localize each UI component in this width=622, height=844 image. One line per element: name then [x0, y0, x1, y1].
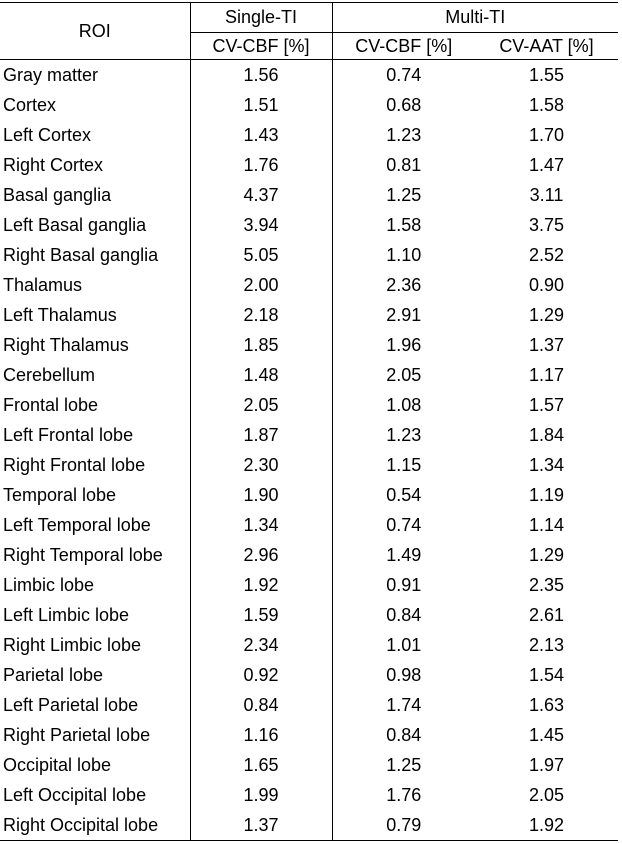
multi-cv-aat-cell: 1.37: [528, 334, 565, 355]
table-row: [0, 90, 618, 120]
single-cv-cbf-cell: 1.16: [190, 720, 332, 750]
table-row: [0, 810, 618, 841]
roi-cell: Right Limbic lobe: [0, 630, 190, 660]
single-cv-cbf-cell: 1.56: [190, 60, 332, 91]
multi-cv-aat-cell: 2.05: [528, 784, 565, 805]
single-cv-cbf-cell: 2.30: [190, 450, 332, 480]
multi-cv-cbf-cell: 0.98: [386, 664, 422, 685]
roi-cell: Right Cortex: [0, 150, 190, 180]
multi-cv-cbf-cell: 2.91: [386, 304, 422, 325]
table-row: [0, 480, 618, 510]
multi-cv-cbf-cell: 1.25: [386, 754, 422, 775]
multi-cv-aat-cell: 1.92: [475, 810, 618, 841]
multi-cv-aat-cell: 1.45: [528, 724, 565, 745]
multi-cv-cbf-cell: 0.84: [386, 724, 422, 745]
roi-cell: Right Basal ganglia: [0, 240, 190, 270]
multi-cv-cbf-cell: 0.74: [386, 514, 422, 535]
table-row: [0, 330, 618, 360]
roi-column-header: ROI: [0, 3, 190, 60]
table-row: [0, 720, 618, 750]
multi-cv-aat-cell: 1.47: [528, 154, 565, 175]
multi-cv-aat-cell: 1.57: [528, 394, 565, 415]
single-cv-cbf-cell: 2.96: [190, 540, 332, 570]
multi-cv-cbf-cell: 1.25: [386, 184, 422, 205]
table-row: [0, 600, 618, 630]
multi-cv-aat-cell: 1.58: [528, 94, 565, 115]
table-row: [0, 240, 618, 270]
single-cv-cbf-cell: 1.34: [190, 510, 332, 540]
roi-cell: Gray matter: [0, 60, 190, 91]
multi-cv-aat-cell: 2.13: [528, 634, 565, 655]
roi-cell: Left Parietal lobe: [0, 690, 190, 720]
multi-cv-aat-cell: 1.29: [528, 544, 565, 565]
multi-cv-cbf-cell: 1.74: [386, 694, 422, 715]
single-cv-cbf-cell: 2.00: [190, 270, 332, 300]
roi-cell: Left Cortex: [0, 120, 190, 150]
roi-cell: Right Thalamus: [0, 330, 190, 360]
single-cv-cbf-cell: 2.05: [190, 390, 332, 420]
roi-cell: Cortex: [0, 90, 190, 120]
roi-cell: Left Occipital lobe: [0, 780, 190, 810]
roi-cell: Right Temporal lobe: [0, 540, 190, 570]
single-cv-cbf-cell: 1.43: [190, 120, 332, 150]
single-cv-cbf-cell: 1.37: [190, 810, 332, 841]
multi-cv-aat-cell: 3.75: [528, 214, 565, 235]
multi-cv-cbf-cell: 1.49: [386, 544, 422, 565]
table-row: [0, 270, 618, 300]
table-header: [0, 3, 618, 60]
single-cv-cbf-cell: 1.87: [190, 420, 332, 450]
roi-cell: Frontal lobe: [0, 390, 190, 420]
multi-cv-aat-header: CV-AAT [%]: [475, 33, 618, 60]
table-row: [0, 780, 618, 810]
multi-cv-aat-cell: 1.55: [528, 64, 565, 85]
table-row: [0, 540, 618, 570]
single-cv-cbf-cell: 1.51: [190, 90, 332, 120]
table-row: [0, 660, 618, 690]
multi-cv-cbf-cell: 2.36: [386, 274, 422, 295]
multi-cv-cbf-cell: 0.91: [386, 574, 422, 595]
multi-cv-aat-cell: 1.84: [528, 424, 565, 445]
table-row: [0, 450, 618, 480]
roi-cell: Cerebellum: [0, 360, 190, 390]
multi-cv-aat-cell: 1.14: [528, 514, 565, 535]
table-row: [0, 360, 618, 390]
single-cv-cbf-cell: 0.92: [190, 660, 332, 690]
table-row: [0, 150, 618, 180]
single-cv-cbf-cell: 1.85: [190, 330, 332, 360]
table-row: [0, 210, 618, 240]
multi-ti-group-header: Multi-TI: [332, 3, 618, 33]
roi-cv-table: [0, 2, 618, 841]
multi-cv-aat-cell: 1.63: [528, 694, 565, 715]
multi-cv-aat-cell: 1.97: [528, 754, 565, 775]
multi-cv-aat-cell: 1.17: [528, 364, 565, 385]
single-cv-cbf-cell: 1.65: [190, 750, 332, 780]
single-cv-cbf-cell: 4.37: [190, 180, 332, 210]
roi-cell: Occipital lobe: [0, 750, 190, 780]
multi-cv-cbf-cell: 2.05: [386, 364, 422, 385]
multi-cv-cbf-cell: 1.10: [386, 244, 422, 265]
table-row: [0, 510, 618, 540]
single-cv-cbf-cell: 1.48: [190, 360, 332, 390]
multi-cv-cbf-cell: 0.79: [332, 810, 475, 841]
multi-cv-aat-cell: 1.54: [528, 664, 565, 685]
multi-cv-cbf-cell: 1.08: [386, 394, 422, 415]
table-row: [0, 630, 618, 660]
table-body: [0, 60, 618, 841]
multi-cv-aat-cell: 1.29: [528, 304, 565, 325]
single-cv-cbf-cell: 1.59: [190, 600, 332, 630]
multi-cv-cbf-cell: 0.84: [386, 604, 422, 625]
header-row-groups: [0, 3, 618, 33]
multi-cv-aat-cell: 0.90: [528, 274, 565, 295]
roi-cell: Right Occipital lobe: [0, 810, 190, 841]
multi-cv-cbf-cell: 1.01: [386, 634, 422, 655]
roi-cell: Temporal lobe: [0, 480, 190, 510]
roi-cell: Left Frontal lobe: [0, 420, 190, 450]
table-row: [0, 60, 618, 91]
multi-cv-cbf-cell: 0.54: [386, 484, 422, 505]
multi-cv-aat-cell: 1.34: [528, 454, 565, 475]
multi-cv-cbf-cell: 1.96: [386, 334, 422, 355]
multi-cv-cbf-cell: 0.81: [386, 154, 422, 175]
table-row: [0, 120, 618, 150]
single-cv-cbf-cell: 2.18: [190, 300, 332, 330]
single-cv-cbf-cell: 0.84: [190, 690, 332, 720]
multi-cv-aat-cell: 2.35: [528, 574, 565, 595]
single-cv-cbf-cell: 1.90: [190, 480, 332, 510]
multi-cv-aat-cell: 2.52: [528, 244, 565, 265]
roi-cell: Limbic lobe: [0, 570, 190, 600]
multi-cv-cbf-cell: 1.15: [386, 454, 422, 475]
roi-cell: Right Frontal lobe: [0, 450, 190, 480]
roi-cell: Parietal lobe: [0, 660, 190, 690]
single-cv-cbf-cell: 1.92: [190, 570, 332, 600]
table-row: [0, 390, 618, 420]
roi-cell: Left Limbic lobe: [0, 600, 190, 630]
table-row: [0, 300, 618, 330]
roi-cell: Left Thalamus: [0, 300, 190, 330]
table-row: [0, 570, 618, 600]
multi-cv-cbf-cell: 1.58: [386, 214, 422, 235]
table-row: [0, 180, 618, 210]
table-row: [0, 420, 618, 450]
single-cv-cbf-cell: 2.34: [190, 630, 332, 660]
single-cv-cbf-cell: 3.94: [190, 210, 332, 240]
table-row: [0, 690, 618, 720]
single-cv-cbf-cell: 5.05: [190, 240, 332, 270]
roi-cell: Thalamus: [0, 270, 190, 300]
single-cv-cbf-cell: 1.99: [190, 780, 332, 810]
multi-cv-cbf-cell: 1.76: [386, 784, 422, 805]
roi-cell: Left Temporal lobe: [0, 510, 190, 540]
multi-cv-cbf-cell: 1.23: [386, 124, 422, 145]
roi-cell: Right Parietal lobe: [0, 720, 190, 750]
multi-cv-cbf-cell: 1.23: [386, 424, 422, 445]
roi-cell: Basal ganglia: [0, 180, 190, 210]
multi-cv-aat-cell: 2.61: [528, 604, 565, 625]
multi-cv-aat-cell: 1.70: [528, 124, 565, 145]
single-cv-cbf-cell: 1.76: [190, 150, 332, 180]
multi-cv-aat-cell: 3.11: [529, 184, 564, 205]
multi-cv-cbf-cell: 0.74: [386, 64, 422, 85]
multi-cv-cbf-cell: 0.68: [386, 94, 422, 115]
single-ti-group-header: Single-TI: [190, 3, 332, 33]
multi-cv-cbf-header: CV-CBF [%]: [332, 33, 475, 60]
table-row: [0, 750, 618, 780]
single-cv-cbf-header: CV-CBF [%]: [190, 33, 332, 60]
multi-cv-aat-cell: 1.19: [528, 484, 565, 505]
roi-cell: Left Basal ganglia: [0, 210, 190, 240]
